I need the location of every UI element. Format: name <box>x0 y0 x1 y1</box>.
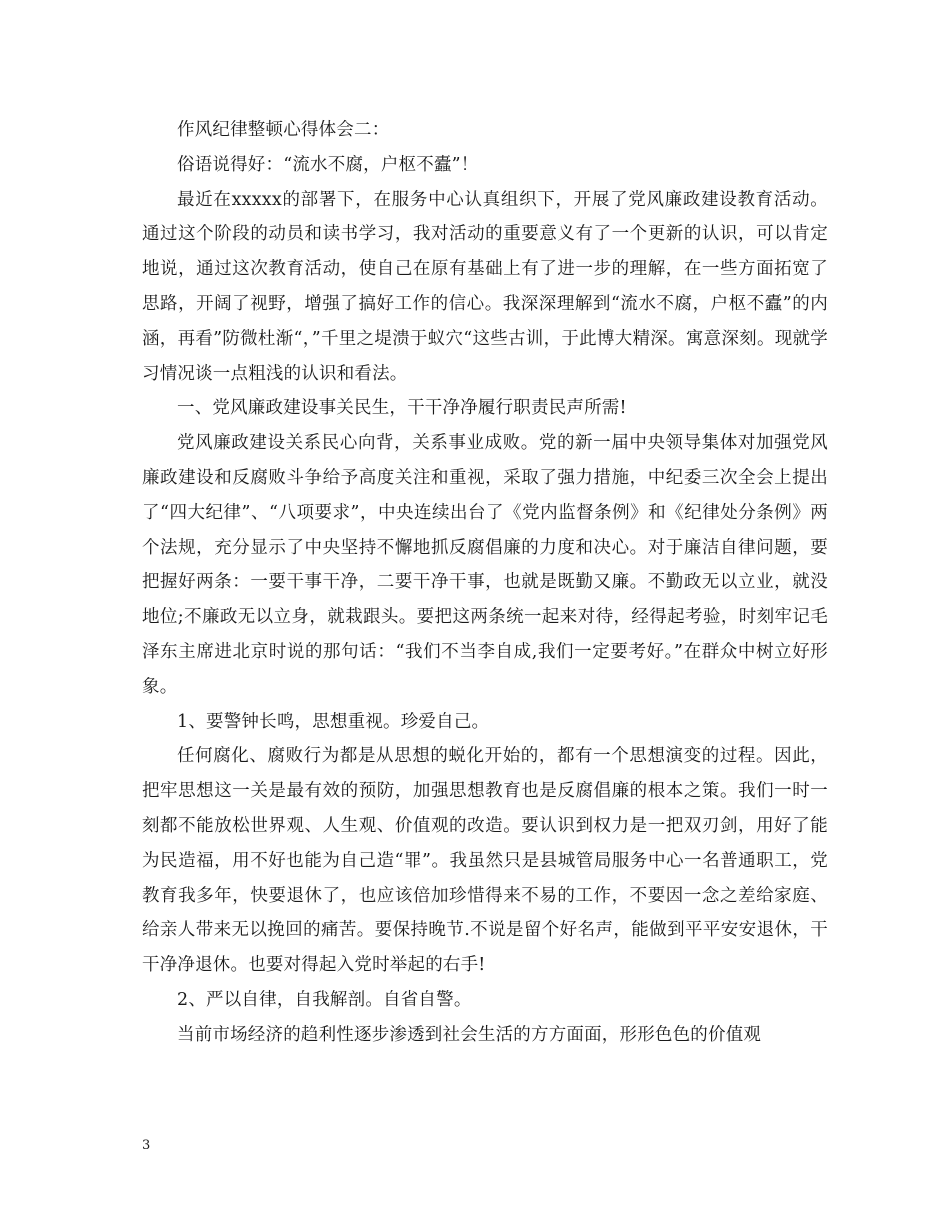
page-number: 3 <box>142 1138 151 1153</box>
section-heading-1: 一、党风廉政建设事关民生，干干净净履行职责民声所需! <box>177 398 627 419</box>
subsection-heading-1: 1、要警钟长鸣，思想重视。珍爱自己。 <box>177 711 490 732</box>
section-1-paragraph: 党风廉政建设关系民心向背，关系事业成败。党的新一届中央领导集体对加强党风廉政建设和反腐败斗争给予高度关注和重视，采取了强力措施，中纪委三次全会上提出了“四大纪律”、“八项要求”，中央连续出台了《党内监督条例》和《纪律处分条例》两个法规，充分显示了中央坚持不懈地抓反腐倡廉的力度和决心。对于廉洁自律问题，要把握好两条：一要干事干净，二要干净干事，也就是既勤又廉。不勤政无以立业，就没地位;不廉政无以立身，就栽跟头。要把这两条统一起来对待，经得起考验，时刻牢记毛泽东主席进北京时说的那句话：“我们不当李自成,我们一定要考好。”在群众中树立好形象。 <box>142 433 828 697</box>
intro-paragraph: 最近在xxxxx的部署下，在服务中心认真组织下，开展了党风廉政建设教育活动。通过这个阶段的动员和读书学习，我对活动的重要意义有了一个更新的认识，可以肯定地说，通过这次教育活动，使自己在原有基础上有了进一步的理解，在一些方面拓宽了思路，开阔了视野，增强了搞好工作的信心。我深深理解到“流水不腐，户枢不蠹”的内涵，再看”防微杜渐“，”千里之堤溃于蚁穴“这些古训，于此博大精深。寓意深刻。现就学习情况谈一点粗浅的认识和看法。 <box>142 189 828 384</box>
subsection-heading-2: 2、严以自律，自我解剖。自省自警。 <box>177 989 472 1010</box>
proverb-line: 俗语说得好：“流水不腐，户枢不蠹”！ <box>177 154 479 175</box>
document-heading: 作风纪律整顿心得体会二： <box>177 120 390 140</box>
document-body <box>142 113 828 1053</box>
subsection-1-paragraph: 任何腐化、腐败行为都是从思想的蜕化开始的，都有一个思想演变的过程。因此，把牢思想这一关是最有效的预防，加强思想教育也是反腐倡廉的根本之策。我们一时一刻都不能放松世界观、人生观、价值观的改造。要认识到权力是一把双刃剑，用好了能为民造福，用不好也能为自己造“罪”。我虽然只是县城管局服务中心一名普通职工，党教育我多年，快要退休了，也应该倍加珍惜得来不易的工作，不要因一念之差给家庭、给亲人带来无以挽回的痛苦。要保持晚节.不说是留个好名声，能做到平平安安退休，干干净净退休。也要对得起入党时举起的右手! <box>142 746 828 976</box>
subsection-2-paragraph: 当前市场经济的趋利性逐步渗透到社会生活的方方面面，形形色色的价值观 <box>177 1024 762 1045</box>
